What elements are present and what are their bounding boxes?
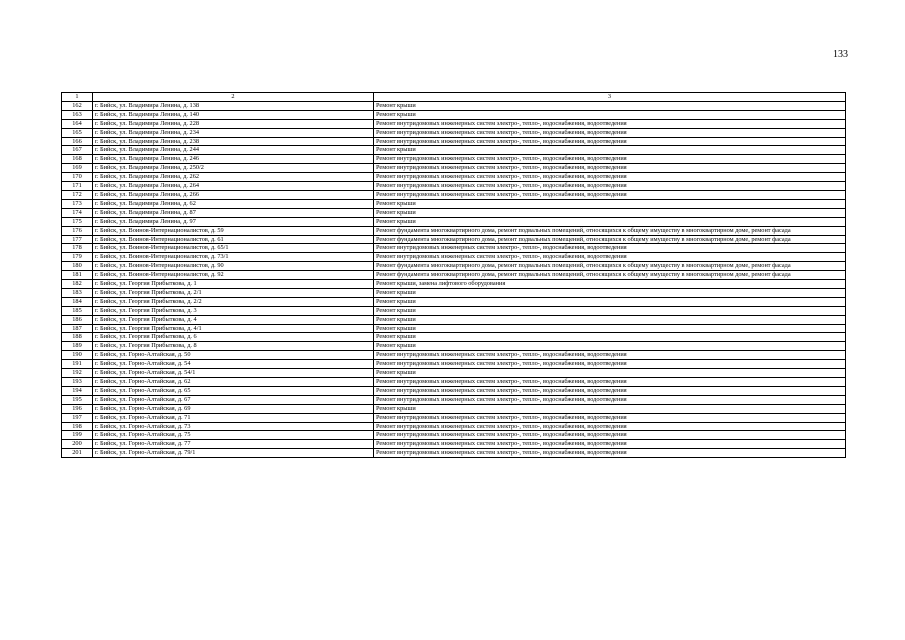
row-number: 199 [62, 431, 93, 440]
row-number: 180 [62, 262, 93, 271]
row-address: г. Бийск, ул. Владимира Ленина, д. 87 [93, 208, 374, 217]
row-work: Ремонт внутридомовых инженерных систем электро-, тепло-, водоснабжения, водоотведения [374, 128, 846, 137]
row-address: г. Бийск, ул. Воинов-Интернационалистов, д. 65/1 [93, 244, 374, 253]
page-number: 133 [833, 49, 848, 60]
row-address: г. Бийск, ул. Георгия Прибыткова, д. 2/2 [93, 297, 374, 306]
row-work: Ремонт крыши [374, 110, 846, 119]
row-work: Ремонт крыши [374, 199, 846, 208]
table-row [62, 386, 846, 395]
row-address: г. Бийск, ул. Владимира Ленина, д. 244 [93, 146, 374, 155]
column-header-work: 3 [374, 93, 846, 102]
table-row [62, 395, 846, 404]
table-row [62, 208, 846, 217]
row-work: Ремонт внутридомовых инженерных систем электро-, тепло-, водоснабжения, водоотведения [374, 395, 846, 404]
table-row [62, 413, 846, 422]
table-row [62, 217, 846, 226]
row-number: 162 [62, 101, 93, 110]
row-address: г. Бийск, ул. Владимира Ленина, д. 97 [93, 217, 374, 226]
table-row [62, 190, 846, 199]
row-address: г. Бийск, ул. Горно-Алтайская, д. 50 [93, 351, 374, 360]
row-work: Ремонт фундамента многоквартирного дома, ремонт подвальных помещений, относящихся к общему имуществу в многоквартирном доме, ремонт фасада [374, 271, 846, 280]
table-row [62, 110, 846, 119]
row-work: Ремонт внутридомовых инженерных систем электро-, тепло-, водоснабжения, водоотведения [374, 413, 846, 422]
row-number: 165 [62, 128, 93, 137]
row-work: Ремонт крыши, замена лифтового оборудования [374, 280, 846, 289]
row-work: Ремонт внутридомовых инженерных систем электро-, тепло-, водоснабжения, водоотведения [374, 155, 846, 164]
row-number: 198 [62, 422, 93, 431]
row-address: г. Бийск, ул. Воинов-Интернационалистов, д. 73/1 [93, 253, 374, 262]
row-number: 186 [62, 315, 93, 324]
row-work: Ремонт внутридомовых инженерных систем электро-, тепло-, водоснабжения, водоотведения [374, 422, 846, 431]
table-row [62, 324, 846, 333]
row-number: 172 [62, 190, 93, 199]
table-row [62, 342, 846, 351]
table-row [62, 101, 846, 110]
row-address: г. Бийск, ул. Владимира Ленина, д. 250/2 [93, 164, 374, 173]
row-work: Ремонт крыши [374, 342, 846, 351]
row-number: 187 [62, 324, 93, 333]
table-body [62, 101, 846, 457]
row-work: Ремонт крыши [374, 297, 846, 306]
row-work: Ремонт внутридомовых инженерных систем электро-, тепло-, водоснабжения, водоотведения [374, 360, 846, 369]
row-number: 193 [62, 378, 93, 387]
table-row [62, 235, 846, 244]
repair-table [61, 92, 846, 458]
row-number: 175 [62, 217, 93, 226]
row-number: 169 [62, 164, 93, 173]
row-address: г. Бийск, ул. Владимира Ленина, д. 266 [93, 190, 374, 199]
row-address: г. Бийск, ул. Горно-Алтайская, д. 73 [93, 422, 374, 431]
table-row [62, 449, 846, 458]
row-number: 170 [62, 173, 93, 182]
row-address: г. Бийск, ул. Горно-Алтайская, д. 65 [93, 386, 374, 395]
row-number: 201 [62, 449, 93, 458]
row-number: 166 [62, 137, 93, 146]
table-row [62, 297, 846, 306]
table-row [62, 315, 846, 324]
row-address: г. Бийск, ул. Горно-Алтайская, д. 75 [93, 431, 374, 440]
row-number: 173 [62, 199, 93, 208]
row-work: Ремонт крыши [374, 404, 846, 413]
row-number: 168 [62, 155, 93, 164]
row-address: г. Бийск, ул. Владимира Ленина, д. 228 [93, 119, 374, 128]
row-address: г. Бийск, ул. Воинов-Интернационалистов, д. 61 [93, 235, 374, 244]
row-number: 177 [62, 235, 93, 244]
row-number: 188 [62, 333, 93, 342]
row-number: 183 [62, 288, 93, 297]
row-address: г. Бийск, ул. Георгия Прибыткова, д. 4 [93, 315, 374, 324]
row-number: 194 [62, 386, 93, 395]
table-row [62, 155, 846, 164]
row-address: г. Бийск, ул. Владимира Ленина, д. 234 [93, 128, 374, 137]
table-row [62, 173, 846, 182]
row-address: г. Бийск, ул. Георгия Прибыткова, д. 8 [93, 342, 374, 351]
row-number: 190 [62, 351, 93, 360]
row-address: г. Бийск, ул. Георгия Прибыткова, д. 4/1 [93, 324, 374, 333]
row-number: 167 [62, 146, 93, 155]
row-address: г. Бийск, ул. Владимира Ленина, д. 62 [93, 199, 374, 208]
row-number: 192 [62, 369, 93, 378]
row-number: 181 [62, 271, 93, 280]
row-address: г. Бийск, ул. Владимира Ленина, д. 264 [93, 182, 374, 191]
table-row [62, 431, 846, 440]
table-row [62, 164, 846, 173]
row-address: г. Бийск, ул. Воинов-Интернационалистов, д. 59 [93, 226, 374, 235]
row-work: Ремонт внутридомовых инженерных систем электро-, тепло-, водоснабжения, водоотведения [374, 164, 846, 173]
row-number: 195 [62, 395, 93, 404]
row-work: Ремонт внутридомовых инженерных систем электро-, тепло-, водоснабжения, водоотведения [374, 351, 846, 360]
row-number: 200 [62, 440, 93, 449]
table-row [62, 404, 846, 413]
row-work: Ремонт крыши [374, 146, 846, 155]
table-row [62, 262, 846, 271]
row-work: Ремонт фундамента многоквартирного дома, ремонт подвальных помещений, относящихся к общему имуществу в многоквартирном доме, ремонт фасада [374, 235, 846, 244]
row-work: Ремонт внутридомовых инженерных систем электро-, тепло-, водоснабжения, водоотведения [374, 386, 846, 395]
table-row [62, 422, 846, 431]
column-header-number: 1 [62, 93, 93, 102]
row-number: 185 [62, 306, 93, 315]
row-address: г. Бийск, ул. Горно-Алтайская, д. 69 [93, 404, 374, 413]
table-row [62, 280, 846, 289]
table-row [62, 333, 846, 342]
row-number: 164 [62, 119, 93, 128]
table-row [62, 119, 846, 128]
row-number: 196 [62, 404, 93, 413]
row-address: г. Бийск, ул. Горно-Алтайская, д. 67 [93, 395, 374, 404]
row-address: г. Бийск, ул. Владимира Ленина, д. 140 [93, 110, 374, 119]
row-work: Ремонт крыши [374, 369, 846, 378]
row-address: г. Бийск, ул. Владимира Ленина, д. 262 [93, 173, 374, 182]
row-number: 176 [62, 226, 93, 235]
table-row [62, 288, 846, 297]
table-row [62, 271, 846, 280]
row-number: 179 [62, 253, 93, 262]
row-work: Ремонт фундамента многоквартирного дома, ремонт подвальных помещений, относящихся к общему имуществу в многоквартирном доме, ремонт фасада [374, 262, 846, 271]
row-work: Ремонт внутридомовых инженерных систем электро-, тепло-, водоснабжения, водоотведения [374, 378, 846, 387]
row-work: Ремонт внутридомовых инженерных систем электро-, тепло-, водоснабжения, водоотведения [374, 137, 846, 146]
row-number: 197 [62, 413, 93, 422]
row-address: г. Бийск, ул. Воинов-Интернационалистов, д. 90 [93, 262, 374, 271]
row-work: Ремонт внутридомовых инженерных систем электро-, тепло-, водоснабжения, водоотведения [374, 190, 846, 199]
row-work: Ремонт внутридомовых инженерных систем электро-, тепло-, водоснабжения, водоотведения [374, 440, 846, 449]
table-row [62, 351, 846, 360]
table-row [62, 146, 846, 155]
table-row [62, 137, 846, 146]
table-row [62, 360, 846, 369]
row-work: Ремонт крыши [374, 217, 846, 226]
table-row [62, 253, 846, 262]
row-number: 174 [62, 208, 93, 217]
column-header-address: 2 [93, 93, 374, 102]
row-work: Ремонт внутридомовых инженерных систем электро-, тепло-, водоснабжения, водоотведения [374, 449, 846, 458]
table-row [62, 244, 846, 253]
row-address: г. Бийск, ул. Горно-Алтайская, д. 62 [93, 378, 374, 387]
row-work: Ремонт крыши [374, 306, 846, 315]
row-work: Ремонт фундамента многоквартирного дома, ремонт подвальных помещений, относящихся к общему имуществу в многоквартирном доме, ремонт фасада [374, 226, 846, 235]
row-work: Ремонт внутридомовых инженерных систем электро-, тепло-, водоснабжения, водоотведения [374, 119, 846, 128]
row-number: 191 [62, 360, 93, 369]
row-work: Ремонт внутридомовых инженерных систем электро-, тепло-, водоснабжения, водоотведения [374, 253, 846, 262]
row-number: 178 [62, 244, 93, 253]
row-address: г. Бийск, ул. Воинов-Интернационалистов, д. 92 [93, 271, 374, 280]
row-number: 182 [62, 280, 93, 289]
table-row [62, 440, 846, 449]
row-address: г. Бийск, ул. Владимира Ленина, д. 238 [93, 137, 374, 146]
row-address: г. Бийск, ул. Владимира Ленина, д. 138 [93, 101, 374, 110]
row-address: г. Бийск, ул. Горно-Алтайская, д. 77 [93, 440, 374, 449]
table-row [62, 226, 846, 235]
table-row [62, 182, 846, 191]
row-work: Ремонт крыши [374, 208, 846, 217]
row-work: Ремонт крыши [374, 315, 846, 324]
row-address: г. Бийск, ул. Георгия Прибыткова, д. 6 [93, 333, 374, 342]
row-address: г. Бийск, ул. Георгия Прибыткова, д. 1 [93, 280, 374, 289]
header-row [62, 93, 846, 102]
row-address: г. Бийск, ул. Георгия Прибыткова, д. 2/1 [93, 288, 374, 297]
row-number: 189 [62, 342, 93, 351]
row-number: 171 [62, 182, 93, 191]
row-work: Ремонт внутридомовых инженерных систем электро-, тепло-, водоснабжения, водоотведения [374, 173, 846, 182]
row-work: Ремонт крыши [374, 101, 846, 110]
row-work: Ремонт внутридомовых инженерных систем электро-, тепло-, водоснабжения, водоотведения [374, 182, 846, 191]
row-address: г. Бийск, ул. Горно-Алтайская, д. 79/1 [93, 449, 374, 458]
row-address: г. Бийск, ул. Владимира Ленина, д. 246 [93, 155, 374, 164]
row-work: Ремонт внутридомовых инженерных систем электро-, тепло-, водоснабжения, водоотведения [374, 244, 846, 253]
row-address: г. Бийск, ул. Горно-Алтайская, д. 71 [93, 413, 374, 422]
table-row [62, 378, 846, 387]
row-number: 163 [62, 110, 93, 119]
table-row [62, 369, 846, 378]
table-row [62, 306, 846, 315]
row-work: Ремонт крыши [374, 324, 846, 333]
table-row [62, 128, 846, 137]
row-address: г. Бийск, ул. Горно-Алтайская, д. 54/1 [93, 369, 374, 378]
row-work: Ремонт внутридомовых инженерных систем электро-, тепло-, водоснабжения, водоотведения [374, 431, 846, 440]
table-header [62, 93, 846, 102]
row-work: Ремонт крыши [374, 288, 846, 297]
row-work: Ремонт крыши [374, 333, 846, 342]
row-number: 184 [62, 297, 93, 306]
row-address: г. Бийск, ул. Горно-Алтайская, д. 54 [93, 360, 374, 369]
row-address: г. Бийск, ул. Георгия Прибыткова, д. 3 [93, 306, 374, 315]
table-row [62, 199, 846, 208]
